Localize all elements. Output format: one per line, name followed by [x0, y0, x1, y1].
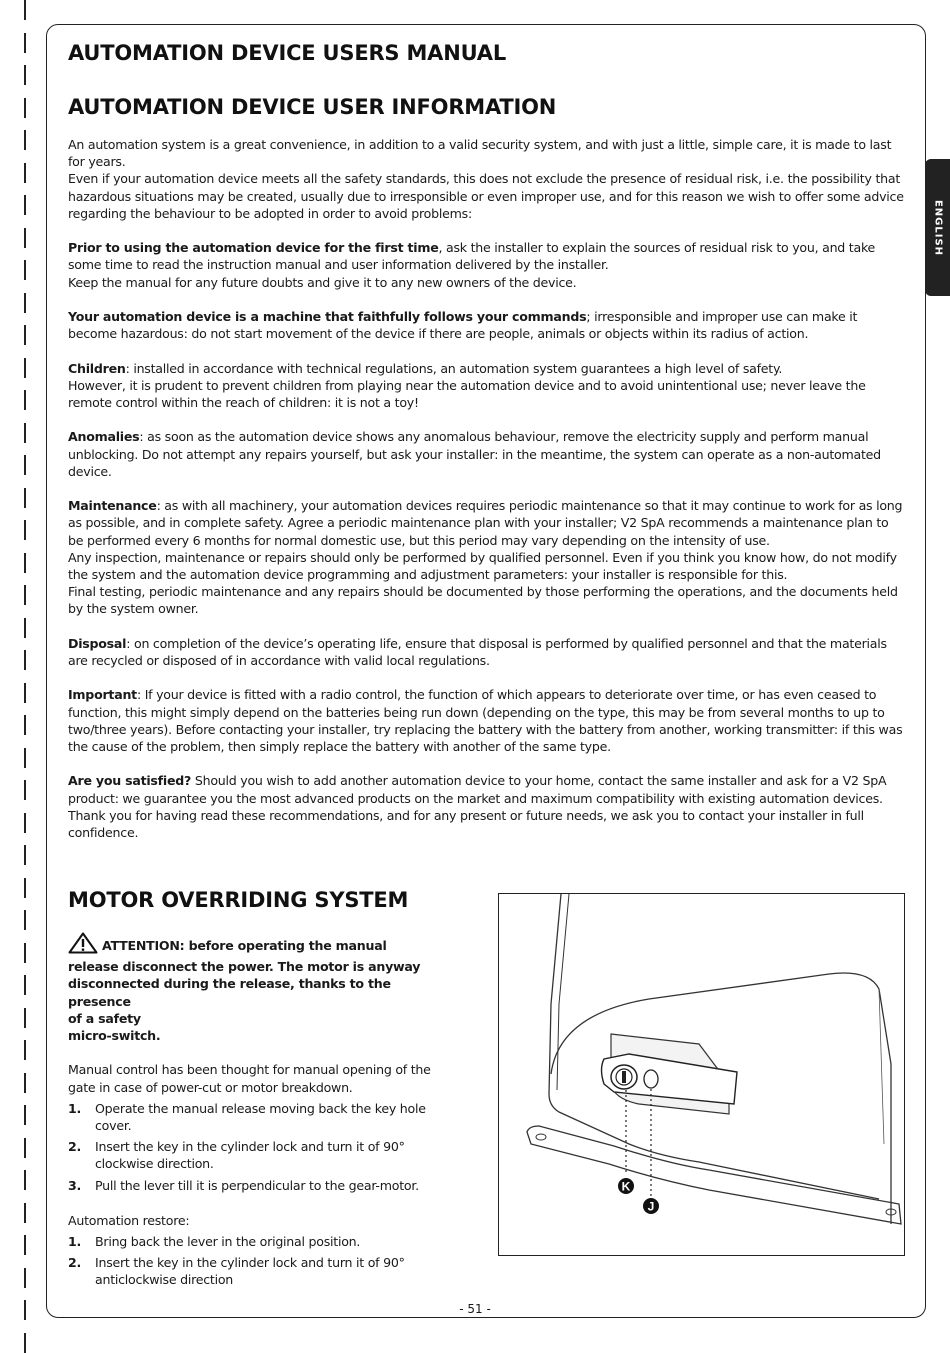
satisfied-text: Should you wish to add another automation device to your home, contact the same installer and ask for a V2 SpA product: we guarantee you the most advanced products on the market and maximum compatibility with existing automation devices. [68, 773, 887, 806]
crop-mark [24, 520, 26, 540]
crop-mark [24, 0, 26, 20]
maintenance-line2: Any inspection, maintenance or repairs should only be performed by qualified personnel. Even if you think you know how, do not modify the system and the automation device programming and adjustment parameters: your installer is responsible for this. [68, 549, 897, 582]
children-paragraph [68, 360, 906, 412]
step-text: Bring back the lever in the original position. [95, 1234, 361, 1250]
prior-text: , ask the installer to explain the sources of residual risk to you, and take some time to read the instruction manual and user information delivered by the installer. [68, 240, 876, 273]
satisfied-paragraph [68, 772, 906, 841]
section-title-motor-overriding: MOTOR OVERRIDING SYSTEM [68, 888, 409, 912]
restore-title: Automation restore: [68, 1212, 190, 1228]
list-item [68, 1233, 453, 1250]
crop-mark [24, 195, 26, 215]
crop-mark [24, 683, 26, 703]
attention-line: micro-switch. [68, 1028, 161, 1044]
important-bold: Important [68, 687, 137, 703]
attention-line: release disconnect the power. The motor is anyway [68, 959, 421, 975]
manual-title: AUTOMATION DEVICE USERS MANUAL [68, 41, 507, 65]
prior-line2: Keep the manual for any future doubts and give it to any new owners of the device. [68, 274, 577, 290]
satisfied-bold: Are you satisfied? [68, 773, 192, 789]
crop-mark [24, 130, 26, 150]
machine-paragraph [68, 308, 906, 342]
step-number: 1. [68, 1100, 82, 1116]
list-item [68, 1254, 453, 1288]
step-number: 3. [68, 1177, 82, 1193]
crop-mark [24, 390, 26, 410]
crop-mark [24, 33, 26, 53]
crop-mark [24, 1268, 26, 1288]
crop-mark [24, 1138, 26, 1158]
crop-mark [24, 325, 26, 345]
crop-mark [24, 943, 26, 963]
motor-overriding-body [68, 932, 453, 1289]
crop-mark [24, 748, 26, 768]
anomalies-paragraph [68, 428, 906, 480]
manual-control-text: Manual control has been thought for manual opening of the gate in case of power-cut or motor breakdown. [68, 1062, 431, 1095]
crop-mark [24, 423, 26, 443]
callout-j: J [647, 1199, 655, 1214]
page-number: - 51 - [459, 1302, 491, 1316]
step-text: Operate the manual release moving back the key hole cover. [95, 1100, 426, 1134]
crop-mark [24, 975, 26, 995]
anomalies-text: : as soon as the automation device shows any anomalous behaviour, remove the electricity supply and perform manual unblocking. Do not attempt any repairs yourself, but ask your installer: in the meantime, the system can operate as a non-automated device. [68, 429, 881, 479]
crop-mark [24, 358, 26, 378]
crop-mark [24, 910, 26, 930]
crop-mark [24, 163, 26, 183]
machine-bold: Your automation device is a machine that faithfully follows your commands [68, 309, 587, 324]
crop-mark [24, 650, 26, 670]
disposal-bold: Disposal [68, 635, 127, 651]
crop-mark [24, 618, 26, 638]
crop-mark [24, 878, 26, 898]
attention-line: ATTENTION: before operating the manual [102, 938, 387, 953]
prior-bold: Prior to using the automation device for the first time [68, 240, 439, 256]
disposal-paragraph [68, 635, 906, 669]
maintenance-text: : as with all machinery, your automation devices requires periodic maintenance so that it may continue to work for as long as possible, and in complete safety. Agree a periodic maintenance plan with your installer; V2 SpA recommends a maintenance plan to be performed every 6 months for normal domestic use, but this period may vary depending on the intensity of use. [68, 498, 903, 548]
crop-mark [24, 455, 26, 475]
crop-mark [24, 813, 26, 833]
language-tab-label: ENGLISH [932, 199, 943, 256]
children-text: : installed in accordance with technical regulations, an automation system guarantees a high level of safety. [125, 360, 783, 376]
crop-mark [24, 1008, 26, 1028]
intro-paragraph [68, 136, 906, 222]
crop-mark [24, 228, 26, 248]
crop-mark [24, 780, 26, 800]
attention-line: disconnected during the release, thanks to the presence [68, 976, 391, 1009]
crop-mark [24, 98, 26, 118]
manual-release-illustration [498, 893, 905, 1256]
language-tab [925, 159, 950, 296]
step-text: Insert the key in the cylinder lock and turn it of 90° clockwise direction. [95, 1139, 405, 1172]
crop-mark [24, 488, 26, 508]
crop-mark [24, 293, 26, 313]
crop-mark [24, 845, 26, 865]
prior-paragraph [68, 239, 906, 291]
crop-marks [24, 0, 28, 1343]
crop-mark [24, 585, 26, 605]
important-paragraph [68, 686, 906, 755]
step-text: Insert the key in the cylinder lock and turn it of 90° anticlockwise direction [95, 1255, 405, 1288]
step-number: 1. [68, 1234, 82, 1250]
satisfied-line2: Thank you for having read these recommendations, and for any present or future needs, we ask you to contact your installer in full confidence. [68, 807, 864, 840]
list-item [68, 1138, 453, 1172]
crop-mark [24, 715, 26, 735]
crop-mark [24, 1203, 26, 1223]
step-number: 2. [68, 1139, 82, 1155]
list-item [68, 1100, 453, 1134]
crop-mark [24, 553, 26, 573]
important-text: : If your device is fitted with a radio control, the function of which appears to deteriorate over time, or has even ceased to function, this might simply depend on the batteries being run down (depending on the type, this may be from several months to up to two/three years). Before contacting your installer, try replacing the battery with the battery from another, working transmitter: if this was the cause of the problem, then simply replace the battery with another of the same type. [68, 687, 903, 754]
machine-text: ; irresponsible and improper use can make it become hazardous: do not start movement of the device if there are people, animals or objects within its radius of action. [68, 309, 858, 342]
crop-mark [24, 1105, 26, 1125]
disposal-text: : on completion of the device’s operating life, ensure that disposal is performed by qualified personnel and that the materials are recycled or disposed of in accordance with valid local regulations. [68, 635, 887, 668]
anomalies-bold: Anomalies [68, 429, 140, 445]
step-number: 2. [68, 1255, 82, 1271]
attention-note [68, 932, 453, 1044]
children-line2: However, it is prudent to prevent children from playing near the automation device and to avoid unintentional use; never leave the remote control within the reach of children: it is not a toy! [68, 377, 866, 410]
attention-line: of a safety [68, 1010, 141, 1026]
crop-mark [24, 260, 26, 280]
crop-mark [24, 1040, 26, 1060]
section-title-user-information: AUTOMATION DEVICE USER INFORMATION [68, 95, 557, 119]
intro-line: An automation system is a great convenience, in addition to a valid security system, and with just a little, simple care, it is made to last for years. [68, 137, 892, 170]
user-information-body [68, 136, 906, 858]
restore-steps-list [68, 1233, 453, 1289]
release-steps-list [68, 1100, 453, 1194]
children-bold: Children [68, 360, 126, 376]
crop-mark [24, 1073, 26, 1093]
maintenance-line3: Final testing, periodic maintenance and any repairs should be documented by those performing the operations, and the documents held by the system owner. [68, 584, 898, 617]
step-text: Pull the lever till it is perpendicular to the gear-motor. [95, 1177, 419, 1193]
callout-k: K [621, 1179, 631, 1194]
crop-mark [24, 65, 26, 85]
maintenance-bold: Maintenance [68, 498, 157, 514]
list-item [68, 1177, 453, 1194]
crop-mark [24, 1235, 26, 1255]
maintenance-paragraph [68, 497, 906, 617]
crop-mark [24, 1170, 26, 1190]
intro-line: Even if your automation device meets all the safety standards, this does not exclude the presence of residual risk, i.e. the possibility that hazardous situations may be created, usually due to irresponsible or even improper use, and for this reason we wish to offer some advice regarding the behaviour to be adopted in order to avoid problems: [68, 171, 904, 221]
warning-triangle-icon [68, 932, 98, 958]
